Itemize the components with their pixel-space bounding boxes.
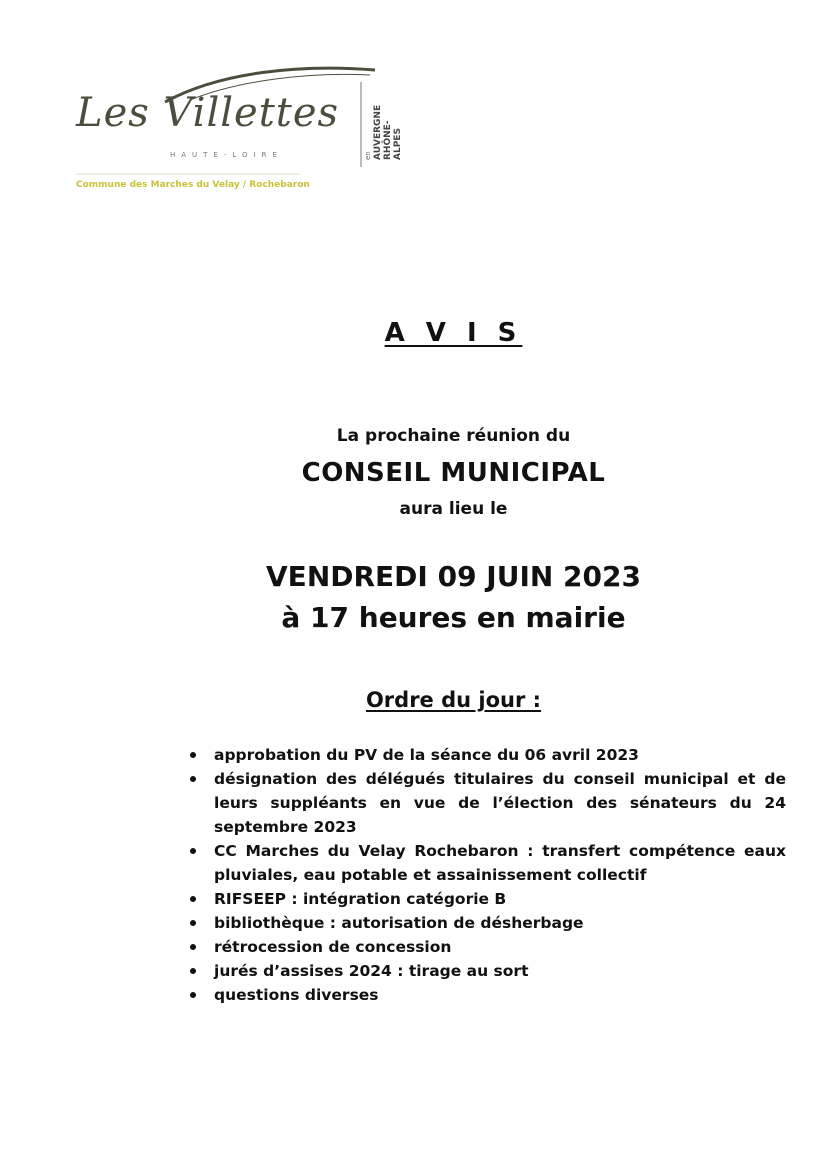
agenda-item: RIFSEEP : intégration catégorie B xyxy=(190,887,786,911)
logo-subtitle: HAUTE-LOIRE xyxy=(170,151,283,159)
agenda-item: jurés d’assises 2024 : tirage au sort xyxy=(190,959,786,983)
logo-region xyxy=(363,90,403,160)
agenda-item: bibliothèque : autorisation de désherbage xyxy=(190,911,786,935)
logo-region-name: AUVERGNE RHÔNE-ALPES xyxy=(373,104,403,160)
municipality-logo xyxy=(70,62,403,197)
agenda-item: désignation des délégués titulaires du conseil municipal et de leurs suppléants en vue de l’élection des sénateurs du 24 septembre 2023 xyxy=(190,767,786,839)
agenda-item: rétrocession de concession xyxy=(190,935,786,959)
council-heading: CONSEIL MUNICIPAL xyxy=(301,458,606,488)
notice-title: A V I S xyxy=(384,318,523,348)
agenda-item: CC Marches du Velay Rochebaron : transfert compétence eaux pluviales, eau potable et assainissement collectif xyxy=(190,839,786,887)
agenda-item: questions diverses xyxy=(190,983,786,1007)
meeting-date: VENDREDI 09 JUIN 2023 xyxy=(266,560,641,593)
agenda-title: Ordre du jour : xyxy=(365,688,542,712)
logo-name: Les Villettes xyxy=(76,90,340,136)
logo-region-prefix: en xyxy=(364,151,372,160)
notice-intro: La prochaine réunion du xyxy=(336,426,571,446)
notice-lieu: aura lieu le xyxy=(399,499,508,519)
meeting-time: à 17 heures en mairie xyxy=(281,601,626,634)
logo-commune: Commune des Marches du Velay / Rochebaron xyxy=(76,180,310,190)
agenda-item: approbation du PV de la séance du 06 avril 2023 xyxy=(190,743,786,767)
agenda-list xyxy=(190,743,786,1007)
